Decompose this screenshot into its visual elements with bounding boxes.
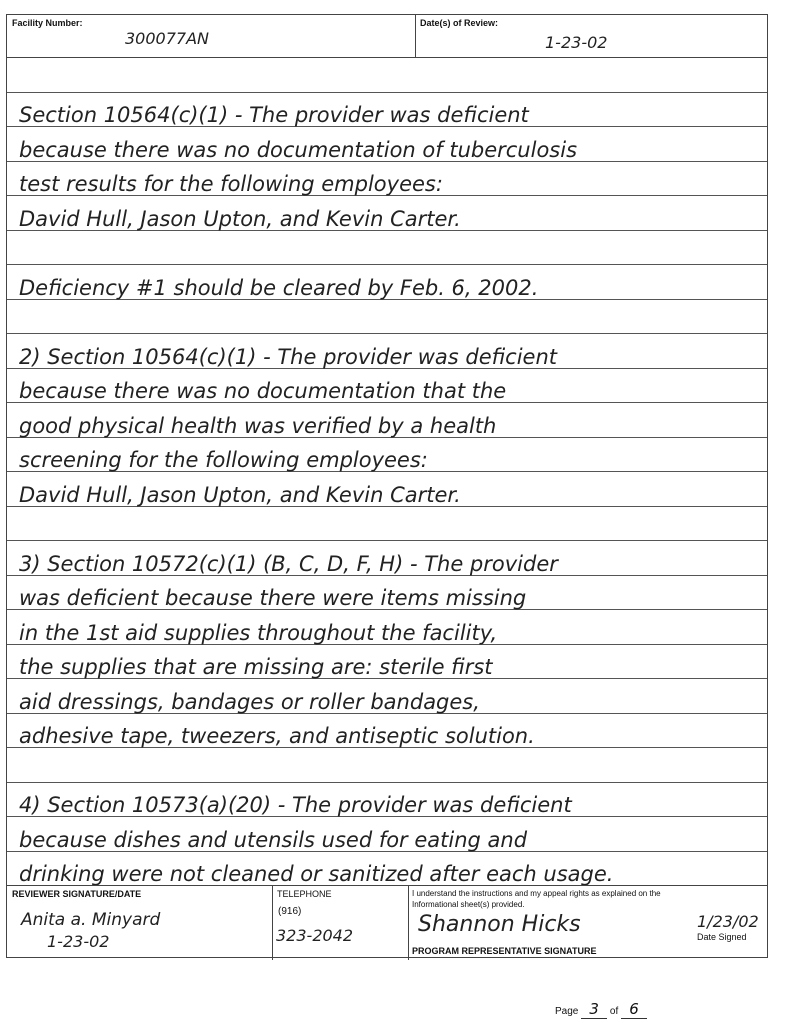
ruled-line [7, 540, 767, 541]
handwritten-line: good physical health was verified by a health [19, 414, 497, 438]
handwritten-line: 2) Section 10564(c)(1) - The provider was deficient [19, 345, 558, 369]
form-footer [7, 885, 767, 960]
telephone-area-code: (916) [278, 906, 302, 917]
facility-number-value: 300077AN [125, 29, 209, 48]
page-of: of [609, 1006, 619, 1017]
handwritten-line: because there was no documentation of tuberculosis [19, 138, 578, 162]
handwritten-line: the supplies that are missing are: sterile first [19, 655, 493, 679]
reviewer-label: REVIEWER SIGNATURE/DATE [12, 889, 142, 899]
facility-number-cell [7, 15, 416, 57]
handwritten-line: David Hull, Jason Upton, and Kevin Carter. [19, 483, 461, 507]
handwritten-line: David Hull, Jason Upton, and Kevin Carter. [19, 207, 461, 231]
handwritten-line: was deficient because there were items missing [19, 586, 527, 610]
handwritten-line: aid dressings, bandages or roller bandages, [19, 690, 480, 714]
date-signed-value: 1/23/02 [697, 912, 759, 931]
handwritten-line: 4) Section 10573(a)(20) - The provider was deficient [19, 793, 572, 817]
form-header [7, 15, 767, 58]
handwritten-line: Deficiency #1 should be cleared by Feb. 6, 2002. [19, 276, 539, 300]
review-date-cell [415, 15, 767, 57]
telephone-number: 323-2042 [276, 926, 354, 945]
ruled-line [7, 264, 767, 265]
date-signed-box [687, 900, 767, 960]
page-total: 6 [621, 1000, 647, 1019]
review-form [6, 14, 768, 958]
handwritten-line: because there was no documentation that the [19, 379, 507, 403]
page-current: 3 [581, 1000, 607, 1019]
page-prefix: Page [555, 1006, 579, 1017]
date-signed-label: Date Signed [697, 932, 747, 942]
handwritten-line: drinking were not cleaned or sanitized after each usage. [19, 862, 614, 886]
ruled-line [7, 333, 767, 334]
telephone-label: TELEPHONE [277, 889, 332, 899]
facility-number-label: Facility Number: [12, 18, 83, 28]
reviewer-cell [7, 886, 273, 960]
reviewer-signature: Anita a. Minyard [21, 910, 161, 930]
representative-cell [408, 886, 767, 960]
representative-signature-label: PROGRAM REPRESENTATIVE SIGNATURE [412, 946, 597, 956]
page-counter [555, 1000, 647, 1019]
handwritten-line: because dishes and utensils used for eating and [19, 828, 528, 852]
handwritten-line: Section 10564(c)(1) - The provider was deficient [19, 103, 529, 127]
ruled-line [7, 92, 767, 93]
ruled-line [7, 782, 767, 783]
handwritten-line: in the 1st aid supplies throughout the facility, [19, 621, 498, 645]
review-date-label: Date(s) of Review: [420, 18, 499, 28]
representative-signature: Shannon Hicks [418, 912, 581, 937]
handwritten-line: adhesive tape, tweezers, and antiseptic solution. [19, 724, 535, 748]
reviewer-date: 1-23-02 [47, 932, 110, 951]
handwritten-line: 3) Section 10572(c)(1) (B, C, D, F, H) - The provider [19, 552, 558, 576]
handwritten-line: test results for the following employees: [19, 172, 443, 196]
review-date-value: 1-23-02 [545, 33, 608, 52]
ruled-text-area [7, 57, 767, 885]
telephone-cell [272, 886, 409, 960]
handwritten-line: screening for the following employees: [19, 448, 428, 472]
appeal-rights-notice: I understand the instructions and my appeal rights as explained on the Informational sheet(s) provided. [412, 889, 661, 909]
